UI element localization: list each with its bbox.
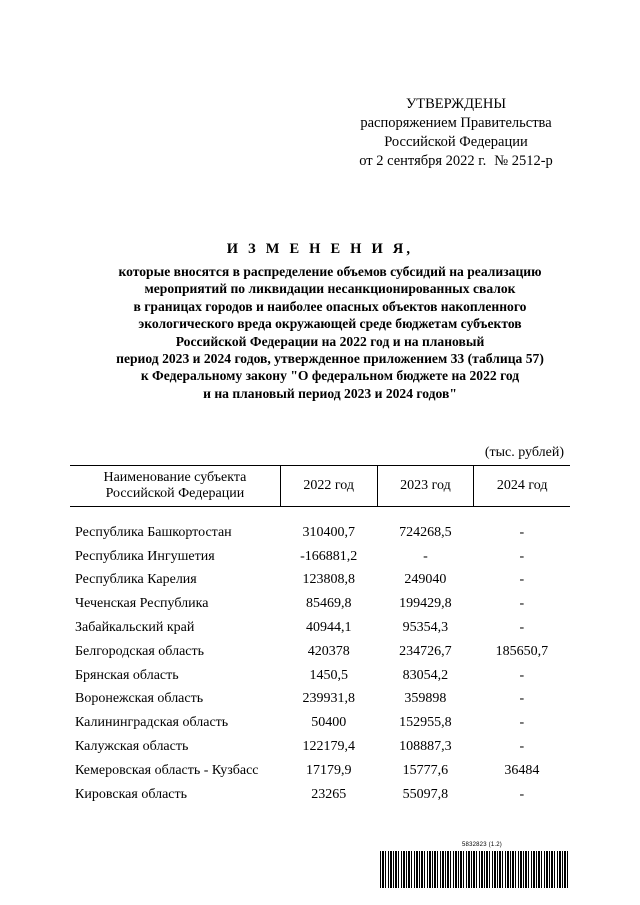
cell-2024: - — [519, 786, 525, 802]
subtitle-line: в границах городов и наиболее опасных объектов накопленного — [133, 298, 527, 314]
header-subject — [70, 466, 280, 507]
table-row — [70, 640, 570, 664]
header-2022: 2022 год — [280, 466, 377, 507]
subtitle-line: и на плановый период 2023 и 2024 годов" — [203, 385, 457, 401]
cell-subject-name: Кировская область — [75, 786, 188, 802]
cell-subject-name: Брянская область — [75, 667, 179, 683]
table-row — [70, 545, 570, 569]
cell-2023: 724268,5 — [399, 524, 452, 540]
header-subject-line2: Российской Федерации — [105, 486, 245, 501]
cell-2022: 85469,8 — [305, 596, 352, 612]
units-note: (тыс. рублей) — [484, 445, 564, 460]
cell-2022: 310400,7 — [302, 524, 355, 540]
barcode-icon — [380, 851, 570, 888]
cell-2024: - — [519, 715, 525, 731]
cell-subject-name: Забайкальский край — [75, 620, 195, 636]
cell-2024: 36484 — [504, 762, 540, 778]
header-2023: 2023 год — [377, 466, 474, 507]
subtitle-line: которые вносятся в распределение объемов субсидий на реализацию — [118, 264, 542, 279]
table-row — [70, 759, 570, 783]
table-row — [70, 735, 570, 759]
cell-subject-name: Республика Карелия — [75, 572, 197, 588]
cell-2022: 122179,4 — [302, 739, 355, 755]
cell-2022: 123808,8 — [302, 572, 355, 588]
subtitle-line: экологического вреда окружающей среде бюджетам субъектов — [138, 316, 522, 332]
cell-2024: - — [519, 739, 525, 755]
approval-heading: УТВЕРЖДЕНЫ — [405, 96, 507, 112]
cell-2024: - — [519, 667, 525, 683]
cell-subject-name: Калининградская область — [75, 715, 229, 731]
subsidy-table — [70, 465, 570, 807]
cell-subject-name: Чеченская Республика — [75, 596, 209, 612]
subtitle-line: Российской Федерации на 2022 год и на плановый — [175, 333, 485, 349]
approval-number: № 2512-р — [494, 153, 553, 169]
approval-line: распоряжением Правительства — [360, 115, 552, 131]
header-subject-line1: Наименование субъекта — [103, 470, 247, 485]
cell-subject-name: Белгородская область — [75, 643, 205, 659]
cell-2022: 50400 — [311, 715, 347, 731]
subtitle-line: к Федеральному закону "О федеральном бюджете на 2022 год — [140, 368, 520, 384]
table-row — [70, 569, 570, 593]
document-code: 5832823 (1.2) — [462, 842, 502, 848]
cell-2022: -166881,2 — [300, 548, 358, 564]
cell-2023: 83054,2 — [402, 667, 449, 683]
table-row — [70, 783, 570, 807]
cell-2023: 249040 — [404, 572, 447, 588]
cell-2023: 15777,6 — [402, 762, 449, 778]
cell-2023: 108887,3 — [399, 739, 452, 755]
approval-date-line — [340, 152, 572, 171]
cell-subject-name: Республика Ингушетия — [75, 548, 215, 564]
cell-2024: - — [519, 691, 525, 707]
cell-2024: - — [519, 524, 525, 540]
cell-subject-name: Республика Башкортостан — [75, 524, 232, 540]
cell-2022: 17179,9 — [305, 762, 352, 778]
approval-stamp — [340, 95, 572, 171]
subtitle-line: период 2023 и 2024 годов, утвержденное приложением 33 (таблица 57) — [116, 351, 544, 367]
document-subtitle — [60, 263, 600, 402]
document-title: И З М Е Н Е Н И Я, — [226, 241, 414, 257]
table-row — [70, 521, 570, 545]
cell-2023: - — [423, 548, 428, 564]
cell-2022: 420378 — [307, 643, 350, 659]
table-header-row — [70, 466, 570, 507]
cell-2022: 1450,5 — [309, 667, 348, 683]
table-row — [70, 616, 570, 640]
subtitle-line: мероприятий по ликвидации несанкционированных свалок — [144, 281, 516, 297]
cell-2024: - — [519, 596, 525, 612]
table-row — [70, 664, 570, 688]
cell-2024: - — [519, 572, 525, 588]
cell-2023: 95354,3 — [402, 620, 449, 636]
table-row — [70, 688, 570, 712]
cell-2024: - — [519, 548, 525, 564]
cell-subject-name: Кемеровская область - Кузбасс — [75, 762, 259, 778]
cell-2023: 152955,8 — [399, 715, 452, 731]
cell-2022: 40944,1 — [305, 620, 352, 636]
approval-date: от 2 сентября 2022 г. — [359, 153, 487, 169]
cell-2023: 55097,8 — [402, 786, 449, 802]
cell-2022: 239931,8 — [302, 691, 355, 707]
header-2024: 2024 год — [474, 466, 570, 507]
cell-2023: 234726,7 — [399, 643, 452, 659]
cell-2023: 359898 — [404, 691, 447, 707]
cell-2023: 199429,8 — [399, 596, 452, 612]
cell-2024: - — [519, 620, 525, 636]
cell-2022: 23265 — [311, 786, 347, 802]
cell-subject-name: Калужская область — [75, 739, 189, 755]
table-row — [70, 592, 570, 616]
cell-2024: 185650,7 — [495, 643, 549, 659]
table-row — [70, 711, 570, 735]
cell-subject-name: Воронежская область — [75, 691, 204, 707]
approval-line: Российской Федерации — [384, 134, 528, 150]
